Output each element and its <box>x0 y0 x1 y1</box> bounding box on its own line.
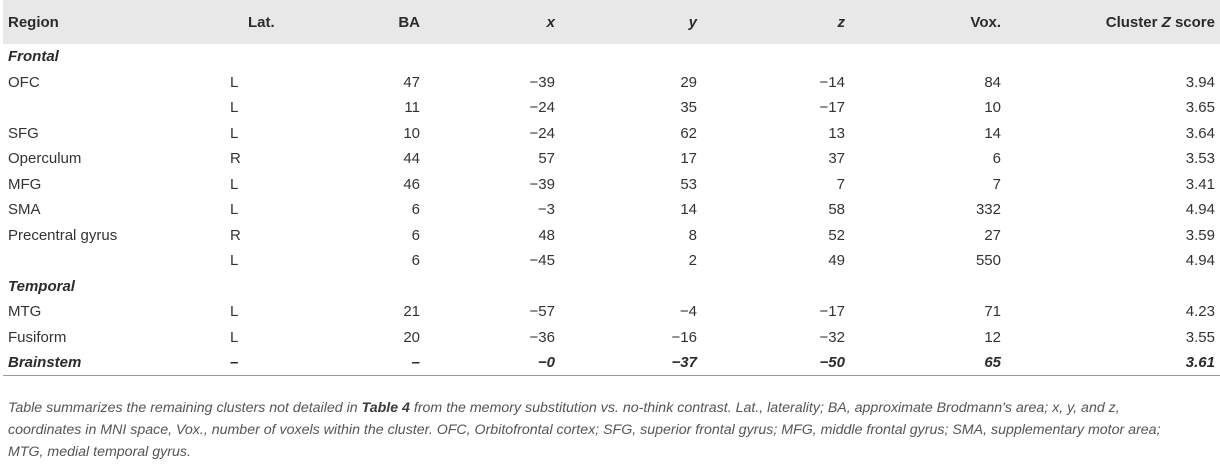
table-row <box>3 121 1220 147</box>
cell-region <box>3 95 230 121</box>
cell-vox <box>845 44 1001 70</box>
cell-ba: 10 <box>403 124 420 142</box>
cell-vox: 65 <box>845 350 1001 376</box>
cell-vox: 10 <box>984 99 1001 117</box>
header-cluster-z-score <box>1001 0 1220 44</box>
cell-y: 14 <box>680 201 697 219</box>
cell-zscore <box>1001 274 1220 300</box>
cell-ba: 6 <box>411 201 420 219</box>
header-x: x <box>546 13 555 31</box>
cell-vox: 12 <box>984 328 1001 346</box>
cell-z: −32 <box>819 328 845 346</box>
cluster-table <box>3 0 1220 376</box>
cell-z: 7 <box>836 175 845 193</box>
cell-ba: 20 <box>403 328 420 346</box>
cell-y: −16 <box>671 328 697 346</box>
cell-vox <box>845 274 1001 300</box>
cell-z: 58 <box>828 201 845 219</box>
header-zscore-z: Z <box>1161 13 1171 31</box>
cell-region: MTG <box>8 303 42 321</box>
cell-y: 2 <box>688 252 697 270</box>
cell-ba: 6 <box>411 252 420 270</box>
table-body <box>3 44 1220 376</box>
header-lat: Lat. <box>248 13 275 31</box>
cell-lat: R <box>230 150 241 168</box>
cell-zscore: 3.61 <box>1001 350 1220 376</box>
cell-region: Operculum <box>8 150 82 168</box>
table-row <box>3 325 1220 351</box>
cell-x: −3 <box>537 201 555 219</box>
cell-region: SMA <box>8 201 41 219</box>
cell-lat: L <box>230 73 239 91</box>
cell-x: −24 <box>529 99 555 117</box>
cell-lat <box>230 274 308 300</box>
cell-ba: 44 <box>403 150 420 168</box>
table-footnote <box>8 397 1193 463</box>
table-row <box>3 248 1220 274</box>
cell-z: −50 <box>697 350 845 376</box>
cell-x: −0 <box>420 350 555 376</box>
cell-region: OFC <box>8 73 40 91</box>
header-zscore-suffix: score <box>1170 13 1215 31</box>
cell-ba: 46 <box>403 175 420 193</box>
table-row <box>3 70 1220 96</box>
cell-zscore: 4.23 <box>1185 303 1215 321</box>
cell-y: 17 <box>680 150 697 168</box>
cell-zscore: 3.41 <box>1185 175 1215 193</box>
cell-ba: – <box>308 350 420 376</box>
header-z: z <box>837 13 845 31</box>
cell-zscore: 3.94 <box>1185 73 1215 91</box>
cell-y <box>555 44 697 70</box>
cell-ba <box>308 274 420 300</box>
footnote-text-1: Table summarizes the remaining clusters not detailed in <box>8 400 362 416</box>
cell-ba: 21 <box>403 303 420 321</box>
cell-region: Temporal <box>8 277 75 295</box>
cell-zscore: 3.59 <box>1185 226 1215 244</box>
section-row <box>3 44 1220 70</box>
cell-ba: 47 <box>403 73 420 91</box>
table-row <box>3 299 1220 325</box>
cell-lat: – <box>230 350 308 376</box>
cell-region: SFG <box>8 124 39 142</box>
cell-lat: L <box>230 303 239 321</box>
cell-y: 8 <box>688 226 697 244</box>
cell-x: 57 <box>538 150 555 168</box>
cell-ba: 11 <box>404 99 420 117</box>
cell-z: 13 <box>828 124 845 142</box>
cell-lat: L <box>230 99 239 117</box>
section-row <box>3 274 1220 300</box>
header-zscore-prefix: Cluster <box>1105 13 1162 31</box>
cell-region: MFG <box>8 175 42 193</box>
footnote-text-2: from the memory substitution vs. no-think contrast. Lat., laterality; BA, approximate Brodmann's area; x, y, and z, coordinates in MNI space, Vox., number of voxels within the cluster. OFC, Orbitofrontal cortex; SFG, superior frontal gyrus; MFG, middle frontal gyrus; SMA, supplementary motor area; MTG, medial temporal gyrus. <box>8 400 1161 460</box>
cell-z: −17 <box>819 99 845 117</box>
cell-vox: 6 <box>992 150 1001 168</box>
header-vox: Vox. <box>970 13 1001 31</box>
cell-x <box>420 274 555 300</box>
cell-zscore: 3.64 <box>1185 124 1215 142</box>
cell-x: −39 <box>529 175 555 193</box>
cell-vox: 332 <box>975 201 1001 219</box>
cell-y: −37 <box>555 350 697 376</box>
cell-y: 62 <box>680 124 697 142</box>
cell-ba: 6 <box>411 226 420 244</box>
table-row <box>3 95 1220 121</box>
cell-x: −45 <box>529 252 555 270</box>
cell-zscore: 4.94 <box>1185 252 1215 270</box>
cell-y <box>555 274 697 300</box>
cell-lat: L <box>230 252 239 270</box>
cell-vox: 84 <box>984 73 1001 91</box>
cell-vox: 7 <box>992 175 1001 193</box>
cell-lat: R <box>230 226 241 244</box>
cell-lat: L <box>230 124 239 142</box>
cell-region <box>3 248 230 274</box>
cell-z: −17 <box>819 303 845 321</box>
section-row <box>3 350 1220 376</box>
footnote-table-ref: Table 4 <box>361 400 410 416</box>
table-row <box>3 223 1220 249</box>
table-row <box>3 197 1220 223</box>
cell-x <box>420 44 555 70</box>
cell-y: 35 <box>680 99 697 117</box>
cell-z: −14 <box>819 73 845 91</box>
table-row <box>3 146 1220 172</box>
cell-vox: 550 <box>975 252 1001 270</box>
cell-z: 52 <box>828 226 845 244</box>
cell-zscore: 3.55 <box>1185 328 1215 346</box>
cell-z: 49 <box>828 252 845 270</box>
cell-region: Brainstem <box>3 350 230 376</box>
cell-region: Frontal <box>8 48 59 66</box>
cell-x: −57 <box>529 303 555 321</box>
cell-vox: 14 <box>984 124 1001 142</box>
cell-y: 53 <box>680 175 697 193</box>
cell-x: −24 <box>529 124 555 142</box>
cell-x: −39 <box>529 73 555 91</box>
cell-lat: L <box>230 201 239 219</box>
header-y: y <box>688 13 697 31</box>
cell-zscore: 3.53 <box>1185 150 1215 168</box>
cell-y: −4 <box>679 303 697 321</box>
cell-z <box>697 44 845 70</box>
header-region: Region <box>8 13 59 31</box>
cell-x: −36 <box>529 328 555 346</box>
cell-z <box>697 274 845 300</box>
cell-lat <box>230 44 308 70</box>
cell-ba <box>308 44 420 70</box>
cell-zscore <box>1001 44 1220 70</box>
header-ba: BA <box>398 13 420 31</box>
table-row <box>3 172 1220 198</box>
cell-vox: 27 <box>984 226 1001 244</box>
cell-lat: L <box>230 328 239 346</box>
cell-x: 48 <box>538 226 555 244</box>
cell-vox: 71 <box>984 303 1001 321</box>
cell-region: Precentral gyrus <box>8 226 118 244</box>
table-header-row <box>3 0 1220 44</box>
cell-zscore: 4.94 <box>1185 201 1215 219</box>
cell-lat: L <box>230 175 239 193</box>
cell-y: 29 <box>680 73 697 91</box>
cell-z: 37 <box>828 150 845 168</box>
cell-zscore: 3.65 <box>1185 99 1215 117</box>
cell-region: Fusiform <box>8 328 67 346</box>
